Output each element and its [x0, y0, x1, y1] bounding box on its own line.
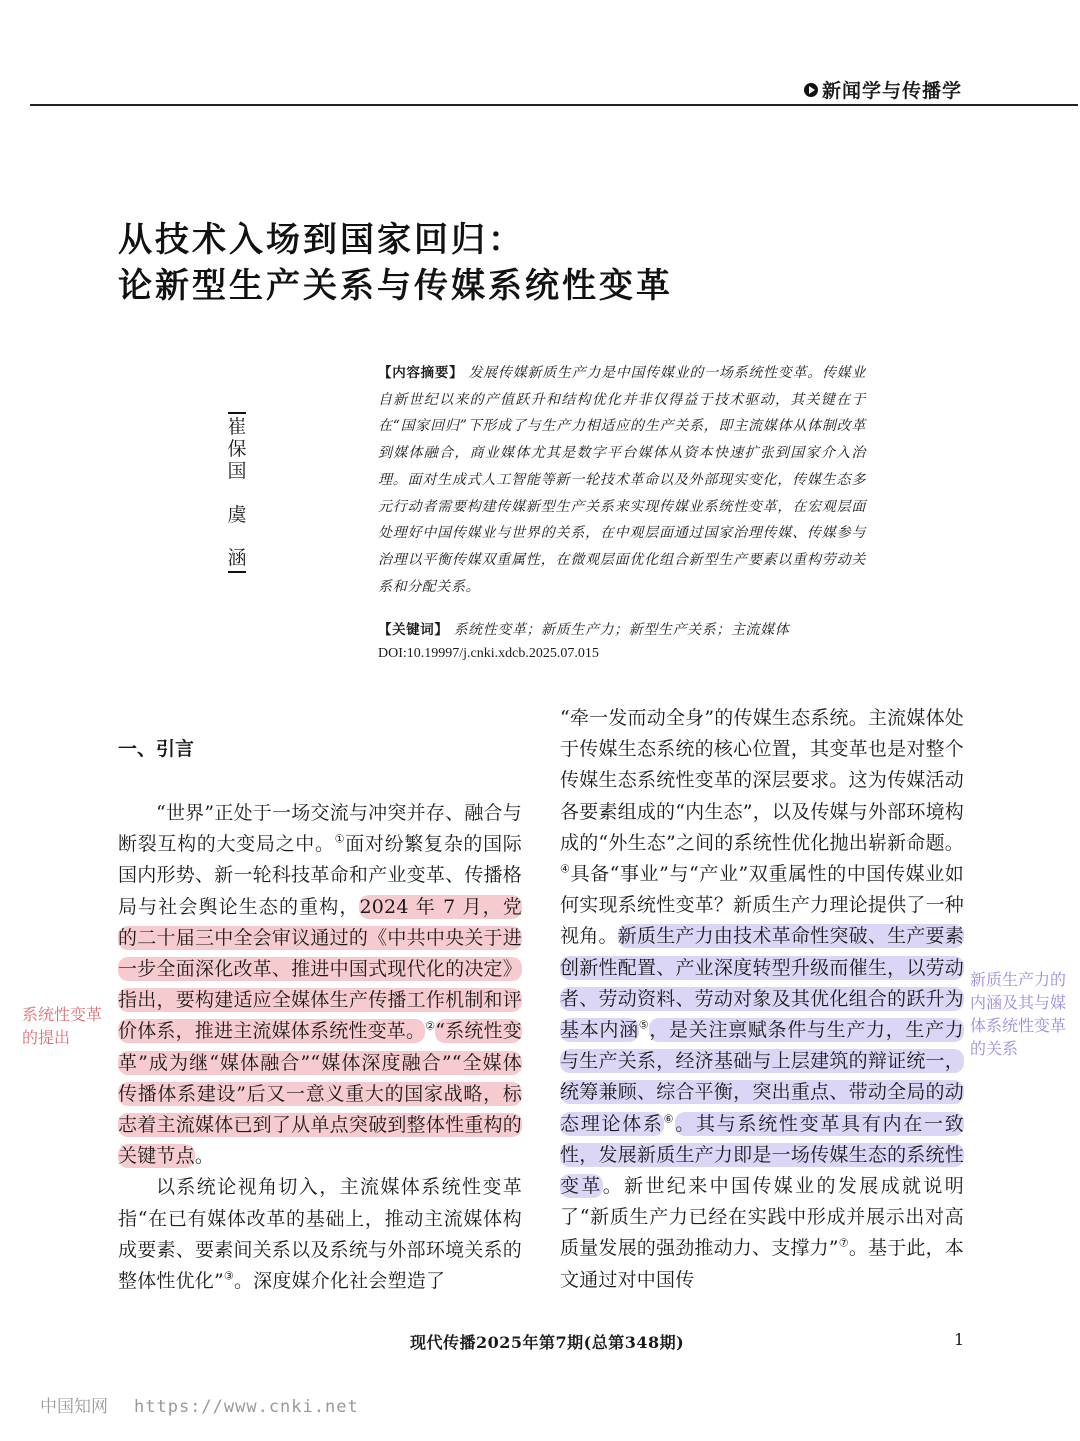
- paragraph: [118, 1172, 522, 1297]
- paragraph: [118, 798, 522, 1172]
- footer-journal-issue: 现代传播2025年第7期(总第348期): [410, 1333, 685, 1352]
- highlight-red: 2024 年 7 月，党的二十届三中全会审议通过的《中共中央关于进一步全面深化改革、推进中国式现代化的决定》指出，要构建适应全媒体生产传播工作机制和评价体系，推进主流媒体系统性变革。: [118, 895, 522, 1043]
- author-bar-top: [228, 412, 246, 414]
- keywords-label: 【关键词】: [378, 622, 449, 638]
- text-run: 。: [194, 1145, 215, 1168]
- footnote-ref: ⑥: [663, 1112, 676, 1126]
- author-char: 涵: [227, 547, 247, 570]
- highlight-red: “系统性变革”成为继“媒体融合”“媒体深度融合”“全媒体传播体系建设”后又一意义重大的国家战略，标志着主流媒体已到了从单点突破到整体性重构的关键节点: [118, 1020, 522, 1168]
- author-names-vertical: [222, 410, 252, 575]
- author-char: 国: [227, 459, 247, 482]
- journal-section-tag: [804, 76, 962, 103]
- text-run: 面对纷繁复杂的国际国内形势、新一轮科技革命和产业变革、传播格局与社会舆论生态的重构，: [118, 833, 523, 918]
- author-char: 崔: [227, 415, 247, 438]
- text-run: 。基于此，本文通过对中国传: [560, 1237, 965, 1291]
- text-run: “世界”正处于一场交流与冲突并存、融合与断裂互构的大变局之中。: [118, 802, 522, 856]
- keywords-text: 系统性变革；新质生产力；新型生产关系；主流媒体: [453, 622, 790, 638]
- watermark: [40, 1392, 359, 1417]
- highlight-blue: ，是关注禀赋条件与生产力，生产力与生产关系，经济基础与上层建筑的辩证统一，统筹兼顾、综合平衡，突出重点、带动全局的动态理论体系: [560, 1019, 965, 1135]
- section-heading: 一、引言: [118, 738, 195, 760]
- abstract-label: 【内容摘要】: [378, 365, 464, 381]
- footnote-ref: ①: [334, 832, 346, 846]
- text-run: 以系统论视角切入，主流媒体系统性变革指“在已有媒体改革的基础上，推动主流媒体构成要素、要素间关系以及系统与外部环境关系的整体性优化”: [118, 1176, 522, 1293]
- abstract-text: 发展传媒新质生产力是中国传媒业的一场系统性变革。传媒业自新世纪以来的产值跃升和结构优化并非仅得益于技术驱动，其关键在于在“国家回归”下形成了与生产力相适应的生产关系，即主流媒体从体制改革到媒体融合，商业媒体尤其是数字平台媒体从资本快速扩张到国家介入治理。面对生成式人工智能等新一轮技术革命以及外部现实变化，传媒生态多元行动者需要构建传媒新型生产关系来实现传媒业系统性变革，在宏观层面处理好中国传媒业与世界的关系，在中观层面通过国家治理传媒、传媒参与治理以平衡传媒双重属性，在微观层面优化组合新型生产要素以重构劳动关系和分配关系。: [378, 365, 866, 595]
- text-run: “牵一发而动全身”的传媒生态系统。主流媒体处于传媒生态系统的核心位置，其变革也是对整个传媒生态系统性变革的深层要求。这为传媒活动各要素组成的“内生态”，以及传媒与外部环境构成的“外生态”之间的系统性优化抛出崭新命题。: [560, 707, 964, 854]
- body-column-right: [560, 703, 964, 1296]
- highlight-blue: 。其与系统性变革具有内在一致性，发展新质生产力即是一场传媒生态的系统性变革: [560, 1112, 964, 1198]
- author-char: 保: [227, 437, 247, 460]
- doi: DOI:10.19997/j.cnki.xdcb.2025.07.015: [378, 646, 599, 661]
- journal-section-label: 新闻学与传播学: [821, 80, 962, 102]
- margin-note-right: 新质生产力的内涵及其与媒体系统性变革的关系: [970, 970, 1067, 1058]
- author-bar-bottom: [228, 571, 246, 573]
- highlight-blue: 新质生产力由技术革命性突破、生产要素创新性配置、产业深度转型升级而催生，以劳动者、劳动资料、劳动对象及其优化组合的跃升为基本内涵: [560, 925, 964, 1042]
- footnote-ref: ④: [560, 862, 571, 876]
- watermark-url: https://www.cnki.net: [134, 1397, 359, 1417]
- footnote-ref: ⑤: [638, 1018, 650, 1032]
- footnote-ref: ③: [223, 1269, 234, 1283]
- margin-note-left: 系统性变革的提出: [22, 1005, 103, 1047]
- footnote-ref: ②: [425, 1020, 436, 1034]
- abstract: [378, 360, 866, 600]
- author-char: 虞: [227, 503, 247, 526]
- keywords: [378, 618, 898, 639]
- page-number: 1: [954, 1330, 965, 1349]
- header-rule: [30, 104, 1078, 106]
- body-column-left: [118, 798, 522, 1297]
- text-run: 。深度媒介化社会塑造了: [233, 1270, 446, 1293]
- text-run: 具备“事业”与“产业”双重属性的中国传媒业如何实现系统性变革？新质生产力理论提供了一种视角。: [560, 863, 965, 948]
- watermark-name: 中国知网: [40, 1397, 108, 1417]
- paragraph: [560, 707, 964, 1291]
- text-run: 。新世纪来中国传媒业的发展成就说明了“新质生产力已经在实践中形成并展示出对高质量发展的强劲推动力、支撑力”: [560, 1175, 964, 1260]
- footnote-ref: ⑦: [838, 1237, 849, 1251]
- play-circle-icon: [804, 83, 818, 97]
- article-title-line-1: 从技术入场到国家回归：: [118, 220, 525, 260]
- article-title-line-2: 论新型生产关系与传媒系统性变革: [118, 266, 673, 306]
